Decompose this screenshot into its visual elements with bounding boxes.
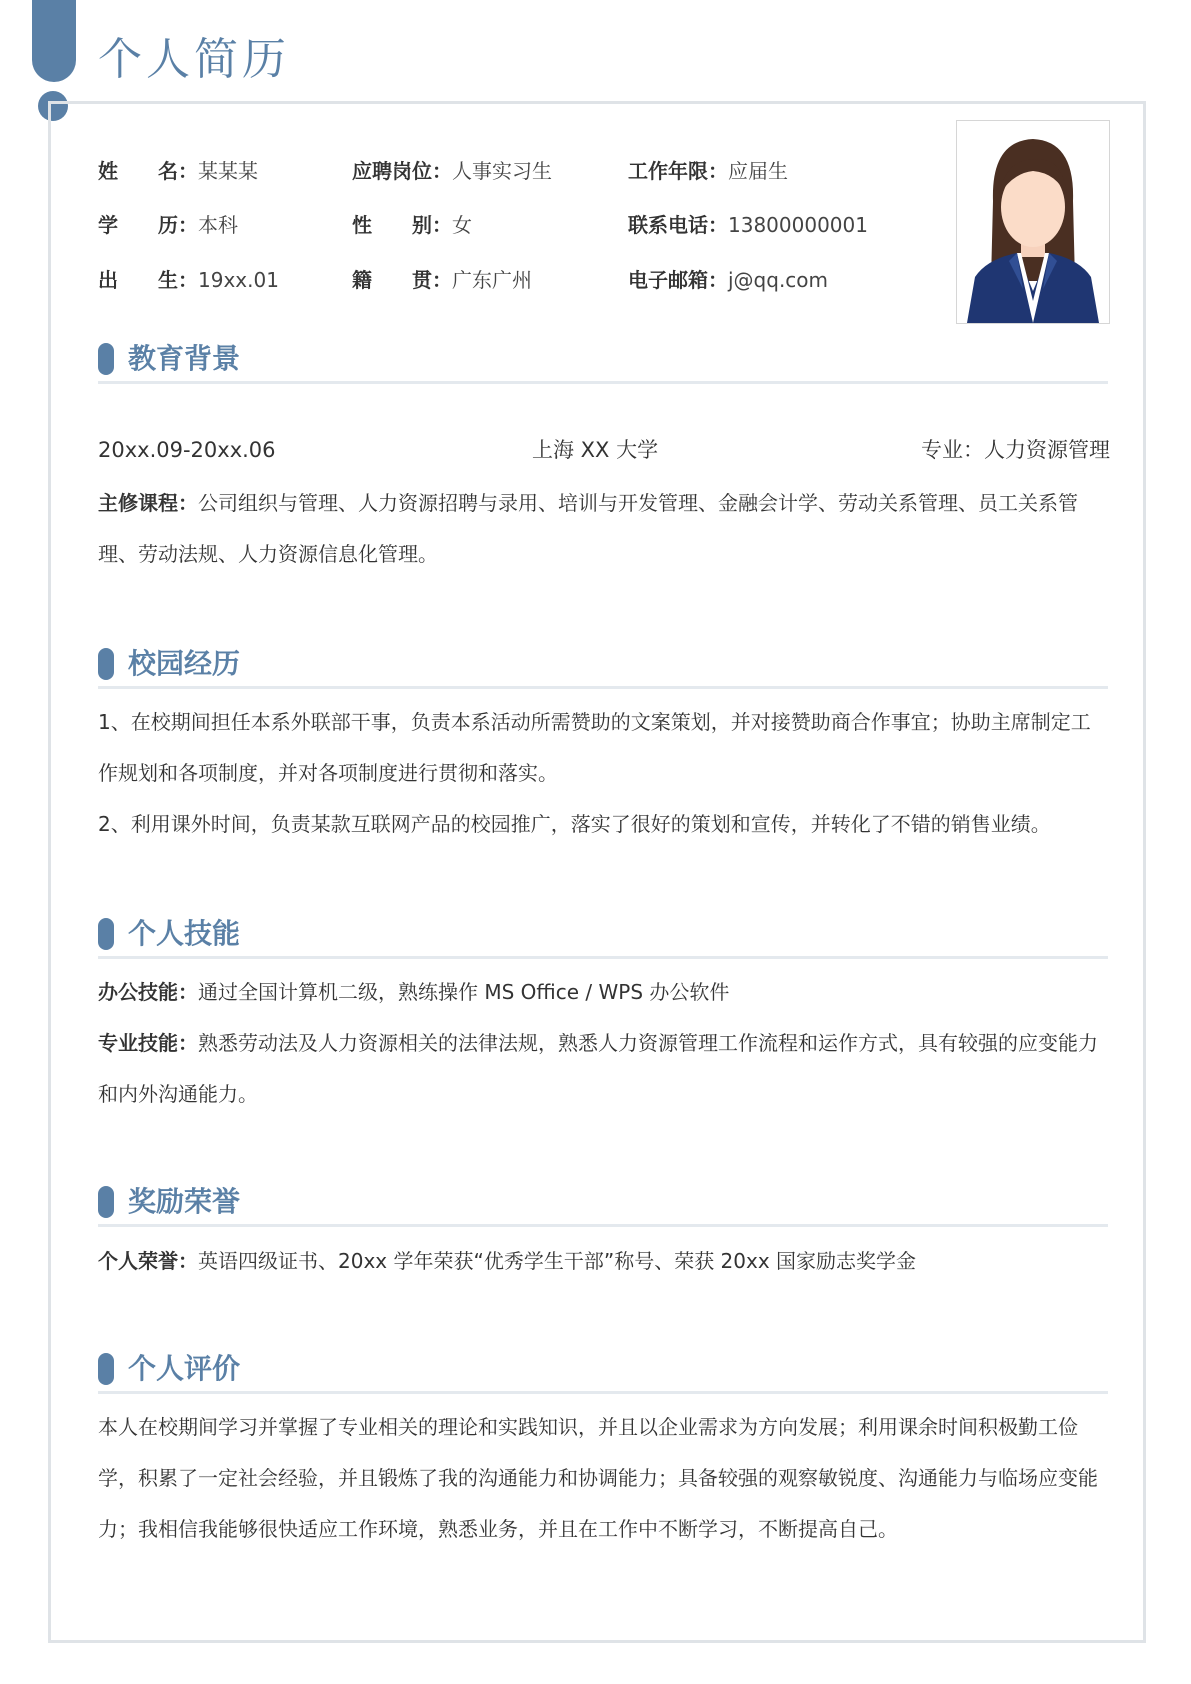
section-title: 教育背景 [128, 342, 241, 375]
section-title: 个人技能 [128, 917, 241, 950]
info-value: 13800000001 [728, 213, 868, 237]
section-header-education [98, 337, 1108, 384]
campus-item: 2、利用课外时间，负责某款互联网产品的校园推广，落实了很好的策划和宣传，并转化了不错的销售业绩。 [98, 812, 1051, 836]
info-label: 学 历： [98, 213, 198, 237]
info-gender [352, 210, 472, 240]
avatar [956, 120, 1110, 324]
info-value: 本科 [198, 213, 238, 237]
avatar-illustration [957, 121, 1109, 323]
skill-text: 熟悉劳动法及人力资源相关的法律法规，熟悉人力资源管理工作流程和运作方式，具有较强的应变能力和内外沟通能力。 [98, 1031, 1098, 1106]
evaluation-text: 本人在校期间学习并掌握了专业相关的理论和实践知识，并且以企业需求为方向发展；利用课余时间积极勤工俭学，积累了一定社会经验，并且锻炼了我的沟通能力和协调能力；具备较强的观察敏锐度、沟通能力与临场应变能力；我相信我能够很快适应工作环境，熟悉业务，并且在工作中不断学习，不断提高自己。 [98, 1415, 1098, 1541]
awards-content: 英语四级证书、20xx 学年荣获“优秀学生干部”称号、荣获 20xx 国家励志奖学金 [198, 1249, 917, 1273]
page-title: 个人简历 [98, 34, 290, 85]
campus-item: 1、在校期间担任本系外联部干事，负责本系活动所需赞助的文案策划，并对接赞助商合作事宜；协助主席制定工作规划和各项制度，并对各项制度进行贯彻和落实。 [98, 710, 1091, 785]
awards-label: 个人荣誉： [98, 1249, 198, 1273]
section-title: 奖励荣誉 [128, 1185, 241, 1218]
info-position [352, 156, 552, 186]
section-marker [98, 918, 114, 950]
info-label: 应聘岗位： [352, 159, 452, 183]
info-value: 某某某 [198, 159, 258, 183]
section-marker [98, 1186, 114, 1218]
info-label: 工作年限： [628, 159, 728, 183]
info-birth [98, 265, 279, 295]
info-value: 广东广州 [452, 268, 532, 292]
education-major: 专业：人力资源管理 [921, 438, 1110, 462]
section-title: 个人评价 [128, 1352, 241, 1385]
skill-office [98, 967, 1110, 1018]
info-label: 电子邮箱： [628, 268, 728, 292]
header-tab-decoration [32, 0, 76, 82]
skill-text: 通过全国计算机二级，熟练操作 MS Office / WPS 办公软件 [198, 980, 730, 1004]
info-label: 出 生： [98, 268, 198, 292]
info-email [628, 265, 828, 295]
info-experience [628, 156, 788, 186]
section-header-campus [98, 642, 1108, 689]
skill-label: 专业技能： [98, 1031, 198, 1055]
section-header-evaluation [98, 1347, 1108, 1394]
education-summary-row [98, 435, 1110, 465]
courses-text: 公司组织与管理、人力资源招聘与录用、培训与开发管理、金融会计学、劳动关系管理、员工关系管理、劳动法规、人力资源信息化管理。 [98, 491, 1078, 566]
section-marker [98, 1353, 114, 1385]
info-label: 籍 贯： [352, 268, 452, 292]
section-header-awards [98, 1180, 1108, 1227]
section-title: 校园经历 [128, 647, 241, 680]
education-school: 上海 XX 大学 [532, 438, 659, 462]
info-degree [98, 210, 238, 240]
info-label: 性 别： [352, 213, 452, 237]
education-period: 20xx.09-20xx.06 [98, 438, 276, 462]
info-value: 人事实习生 [452, 159, 552, 183]
section-marker [98, 343, 114, 375]
skill-professional [98, 1018, 1110, 1120]
section-header-skills [98, 912, 1108, 959]
info-value: 应届生 [728, 159, 788, 183]
courses-label: 主修课程： [98, 491, 198, 515]
awards-text [98, 1236, 1110, 1287]
info-phone [628, 210, 868, 240]
info-hometown [352, 265, 532, 295]
info-value: 女 [452, 213, 472, 237]
info-value: 19xx.01 [198, 268, 279, 292]
education-courses [98, 478, 1110, 580]
info-name [98, 156, 258, 186]
info-label: 联系电话： [628, 213, 728, 237]
info-label: 姓 名： [98, 159, 198, 183]
info-value: j@qq.com [728, 268, 829, 292]
skill-label: 办公技能： [98, 980, 198, 1004]
section-marker [98, 648, 114, 680]
